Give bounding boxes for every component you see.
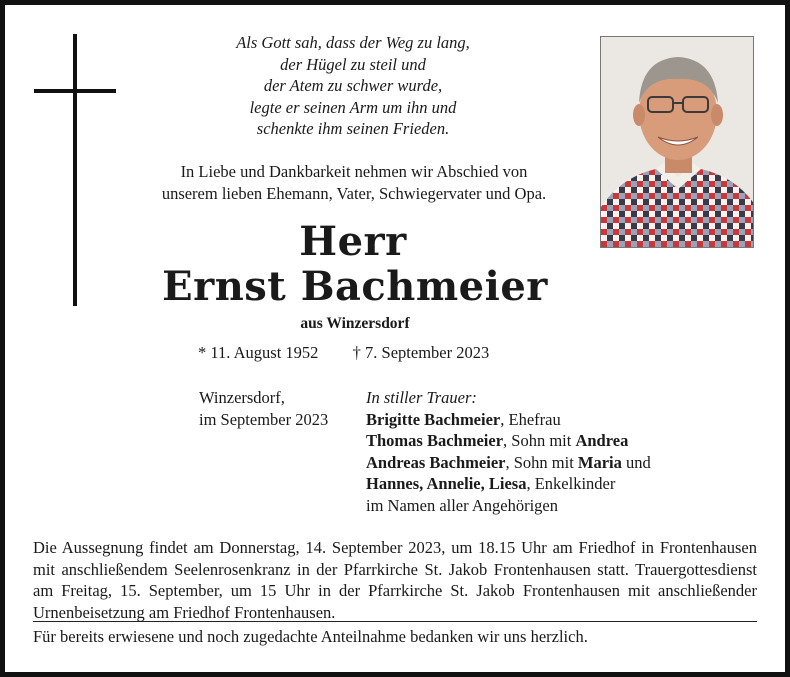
death-date: † 7. September 2023 bbox=[352, 343, 490, 362]
intro-text bbox=[130, 161, 578, 205]
mourner-row: Thomas Bachmeier, Sohn mit Andrea bbox=[366, 431, 629, 450]
mourners-heading: In stiller Trauer: bbox=[366, 388, 477, 407]
mourners-list bbox=[366, 387, 651, 516]
mourner-row: im Namen aller Angehörigen bbox=[366, 495, 558, 515]
salutation: Herr bbox=[299, 218, 407, 265]
mourner-row: Brigitte Bachmeier, Ehefrau bbox=[366, 409, 561, 429]
poem-line: Als Gott sah, dass der Weg zu lang, bbox=[236, 33, 470, 52]
divider bbox=[33, 621, 757, 622]
mourner-row: Hannes, Annelie, Liesa, Enkelkinder bbox=[366, 474, 616, 493]
portrait-photo bbox=[600, 36, 754, 248]
place-line: Winzersdorf, bbox=[199, 388, 285, 407]
poem-line: der Atem zu schwer wurde, bbox=[263, 76, 443, 95]
intro-line: In Liebe und Dankbarkeit nehmen wir Abschied von bbox=[180, 162, 528, 181]
intro-line: unserem lieben Ehemann, Vater, Schwiegervater und Opa. bbox=[161, 184, 547, 203]
life-dates bbox=[198, 343, 489, 363]
cross-horizontal-beam bbox=[34, 89, 116, 93]
poem-line: legte er seinen Arm um ihn und bbox=[249, 97, 457, 117]
poem-line: der Hügel zu steil und bbox=[280, 54, 426, 74]
birth-date: * 11. August 1952 bbox=[198, 343, 319, 362]
cross-vertical-beam bbox=[73, 34, 77, 306]
poem bbox=[185, 32, 521, 140]
portrait-illustration bbox=[601, 37, 754, 248]
place-date bbox=[199, 387, 328, 431]
date-line: im September 2023 bbox=[199, 410, 329, 429]
thanks-note: Für bereits erwiesene und noch zugedachte Anteilnahme bedanken wir uns herzlich. bbox=[33, 627, 588, 646]
deceased-name: Ernst Bachmeier bbox=[162, 263, 548, 310]
poem-line: schenkte ihm seinen Frieden. bbox=[256, 119, 450, 138]
origin: aus Winzersdorf bbox=[300, 315, 410, 332]
mourner-row: Andreas Bachmeier, Sohn mit Maria und bbox=[366, 452, 651, 472]
service-details: Die Aussegnung findet am Donnerstag, 14. September 2023, um 18.15 Uhr am Friedhof in Frontenhausen mit anschließendem Seelenrosenkranz in der Pfarrkirche St. Jakob Frontenhausen statt. Trauergottesdienst am Freitag, 15. September, um 15 Uhr in der Pfarrkirche St. Jakob Frontenhausen mit anschließender Urnenbeisetzung am Friedhof Frontenhausen. bbox=[33, 538, 757, 622]
